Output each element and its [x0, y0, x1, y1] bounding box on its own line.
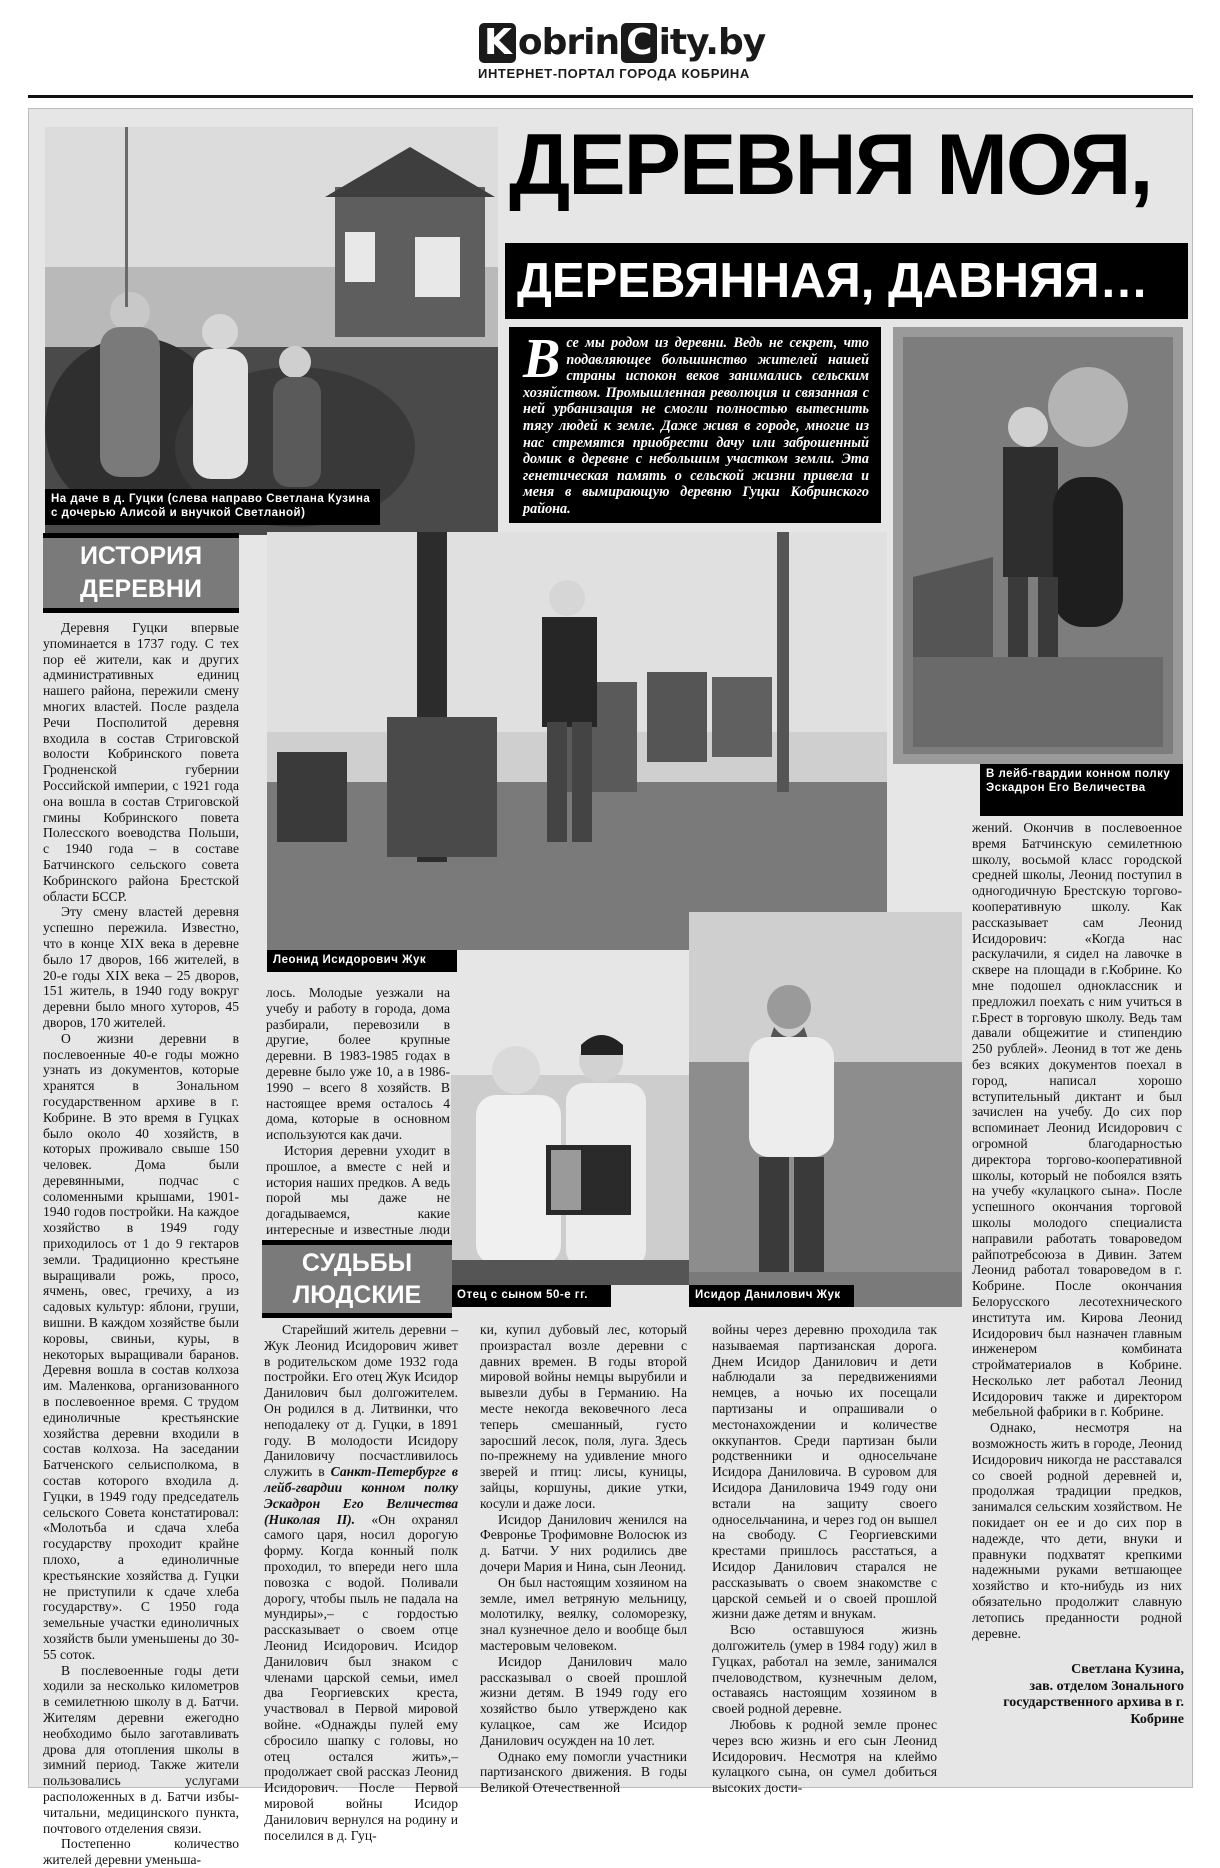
col3-paragraph-4: Исидор Данилович мало рассказывал о своей прошлой жизни детям. В 1949 году его хозяйство было утверждено как кулацкое, сам же Исидор Данилович осужден на 10 лет. [480, 1653, 687, 1748]
caption-isidor: Исидор Данилович Жук [689, 1285, 854, 1307]
article-column-5 [972, 820, 1182, 1655]
col1-paragraph-4: В послевоенные годы дети ходили за несколько километров в семилетнюю школу в д. Батчи. Жителям деревни ежегодно необходимо было заготавливать дрова для отопления школы в зимний период. Также жители пользовались услугами расположенных в д. Батчи избы-читальни, медицинского пункта, почтового отделения связи. [43, 1662, 239, 1836]
col3-paragraph-3: Он был настоящим хозяином на земле, имел ветряную мельницу, молотилку, веялку, соломорезку, знал кузнечное дело и вообще был мастеровым человеком. [480, 1574, 687, 1653]
caption-family: На даче в д. Гуцки (слева направо Светлана Кузина с дочерью Алисой и внучкой Светланой) [45, 489, 380, 525]
col3-paragraph-2: Исидор Данилович женился на Февронье Трофимовне Волосюк из д. Батчи. У них родились две дочери Мария и Нина, сын Леонид. [480, 1511, 687, 1574]
col4-paragraph-3: Любовь к родной земле пронес через всю жизнь и его сын Леонид Исидорович. Несмотря на клеймо кулацкого сына, он сумел добиться высоких дости- [712, 1716, 937, 1796]
article-column-3 [480, 1322, 687, 1796]
lead-text: се мы родом из деревни. Ведь не секрет, что подавляющее большинство жителей нашей страны испокон веков занимались сельским хозяйством. Промышленная революция и связанная с ней урбанизация не смогли полностью вытеснить тягу людей к земле. Даже живя в городе, многие из нас стремятся приобрести дачу или заброшенный домик в деревне с небольшим участком земли. Эта генетическая память о сельской жизни привела и меня в вымирающую деревню Гуцки Кобринского района. [523, 335, 869, 517]
photo-guard-image [893, 327, 1183, 764]
article-headline: ДЕРЕВНЯ МОЯ, [509, 117, 1152, 213]
lead-drop-cap: В [523, 328, 561, 390]
site-tagline: ИНТЕРНЕТ-ПОРТАЛ ГОРОДА КОБРИНА [478, 66, 750, 81]
photo-father-son-image [451, 975, 689, 1285]
col3-paragraph-1: ки, купил дубовый лес, который произрастал возле деревни с давних времен. В годы второй мировой войны немцы вырубили и вывезли дубы в Германию. На месте некогда вековечного леса теперь смешанный, густо заросший лесок, поля, луга. Здесь по-прежнему на удивление много зверей и птиц: лисы, куницы, зайцы, коршуны, дикие утки, косули и даже лоси. [480, 1322, 687, 1511]
section-heading-fates-line2: ЛЮДСКИЕ [292, 1281, 422, 1309]
photo-guard-soldier [893, 327, 1183, 764]
section-heading-fates [262, 1240, 452, 1318]
author-signature [966, 1662, 1184, 1728]
caption-leonid: Леонид Исидорович Жук [267, 950, 457, 972]
col5-paragraph-2: Однако, несмотря на возможность жить в городе, Леонид Исидорович никогда не расставался со своей родной деревней и, продолжая традиции предков, занимался сельским хозяйством. Не покидает он ее и до сих пор в надежде, что дети, внуки и правнуки подхватят крепкими надежными руками ветшающее хозяйство и кто-нибудь из них обязательно продолжит славную летопись преданности родной деревне. [972, 1420, 1182, 1641]
col2-paragraph-2: История деревни уходит в прошлое, а вместе с ней и история наших предков. А ведь порой мы даже не догадываемся, какие интересные и известные люди [266, 1142, 450, 1237]
caption-guard: В лейб-гвардии конном полку Эскадрон Его Величества [980, 764, 1183, 816]
col1-paragraph-3: О жизни деревни в послевоенные 40-е годы можно узнать из документов, которые хранятся в Зональном государственном архиве в г. Кобрине. В это время в Гуцках было около 40 хозяйств, в которых проживало свыше 150 человек. Дома были деревянными, подчас с соломенными крышами, 1901-1940 годов постройки. На каждое хозяйство в 1949 году приходилось от 1 до 9 гектаров земли. Традиционно крестьяне выращивали рожь, просо, ячмень, овес, гречиху, а из садовых культур: яблони, груши, вишни. В каждом хозяйстве были коровы, свиньи, куры, в некоторых выращивали баранов. Деревня вошла в состав колхоза им. Маленкова, организованного в послевоенное время. С трудом единоличные крестьянские хозяйства деревни входили в состав колхоза. На заседании Батченского сельисполкома, в состав которого входила д. Гуцки, в 1949 году председатель сельского Совета констатировал: «Молотьба и сдача хлеба государству проходит крайне плохо, а единоличные крестьянские хозяйства д. Гуцки не приступили к сдаче хлеба государству». С 1950 года земельные участки единоличных хозяйств были уменьшены до 30-55 соток. [43, 1030, 239, 1662]
photo-family-image [45, 127, 498, 535]
logo-text-obrin: obrin [517, 22, 620, 63]
logo-letter-k: K [479, 23, 516, 63]
article-column-4 [712, 1322, 937, 1796]
site-header [0, 0, 1220, 100]
section-heading-history-line2: ДЕРЕВНИ [80, 575, 202, 603]
section-heading-history [43, 533, 239, 613]
section-heading-fates-line1: СУДЬБЫ [301, 1249, 413, 1277]
col5-paragraph-1: жений. Окончив в послевоенное время Батчинскую семилетнюю школу, восьмой класс городской средней школы, Леонид поступил в одногодичную Брестскую торгово-кооперативную школу. Как рассказывает сам Леонид Исидорович: «Когда нас раскулачили, я сидел на лавочке в сквере на площади в г.Кобрине. Ко мне подошел одноклассник и предложил поехать с ним учиться в г.Брест в торговую школу. Ведь там давали общежитие и стипендию 250 рублей». Леонид в тот же день без всяких документов поехал в город, написал хорошо вступительный диктант и был зачислен на учебу. До сих пор вспоминает Леонид Исидорович с огромной благодарностью директора торгово-кооперативной школы, который не побоялся взять на учебу «кулацкого сына». После успешного окончания торговой школы молодого специалиста направили работать товароведом райпотребсоюза в Дивин. Затем Леонид работал товароведом в г. Кобрине. После окончания Белорусского лесотехнического института им. Кирова Леонид Исидорович был назначен главным инженером комбината стройматериалов в Кобрине. Несколько лет работал Леонид Исидорович также и директором мебельной фабрики в г. Кобрине. [972, 820, 1182, 1420]
article-lead [509, 327, 881, 523]
photo-family-dacha [45, 127, 498, 535]
col1-paragraph-1: Деревня Гуцки впервые упоминается в 1737 году. С тех пор её жители, как и других административных единиц нашего района, пережили смену многих властей. После раздела Речи Посполитой деревня входила в состав Стриговской волости Кобринского повета Гродненской губернии Российской империи, с 1921 года она вошла в состав Стриговской гмины Кобринского повета Полесского воеводства Польши, с 1940 года – в составе Батчинского сельского совета Кобринского района Брестской области БССР. [43, 620, 239, 904]
photo-father-son [451, 975, 689, 1285]
col2-bottom-emphasis: Санкт-Петербурге в лейб-гвардии конном полку Эскадрон Его Величества (Николая II). [264, 1464, 458, 1527]
caption-father-son: Отец с сыном 50-е гг. [451, 1285, 611, 1307]
photo-leonid-image [267, 532, 887, 950]
photo-isidor [689, 912, 962, 1307]
author-role: зав. отделом Зонального государственного архива в г. Кобрине [1003, 1678, 1184, 1727]
article-column-2-top [266, 985, 450, 1237]
col2-bottom-text-a: Старейший житель деревни – Жук Леонид Исидорович живет в родительском доме 1932 года постройки. Его отец Жук Исидор Данилович был долгожителем. Он родился в д. Литвинки, что неподалеку от д. Гуцки, в 1891 году. В молодости Исидору Даниловичу посчастливилось служить в [264, 1322, 458, 1480]
article-subheadline: ДЕРЕВЯННАЯ, ДАВНЯЯ… [505, 243, 1188, 319]
photo-isidor-image [689, 912, 962, 1307]
section-heading-history-line1: ИСТОРИЯ [79, 542, 203, 570]
article-column-1 [43, 620, 239, 1868]
col4-paragraph-2: Всю оставшуюся жизнь долгожитель (умер в 1984 году) жил в Гуцках, работал на земле, занимался пчеловодством, кузнечным делом, оставаясь настоящим хозяином в своей родной деревне. [712, 1622, 937, 1717]
col2-bottom-paragraph [264, 1322, 458, 1843]
col3-paragraph-5: Однако ему помогли участники партизанского движения. В годы Великой Отечественной [480, 1748, 687, 1796]
site-logo[interactable] [477, 22, 765, 63]
author-name: Светлана Кузина, [1071, 1662, 1184, 1677]
logo-text-ity: ity.by [658, 22, 766, 63]
article-column-2-bottom [264, 1322, 458, 1843]
col1-paragraph-2: Эту смену властей деревня успешно пережила. Известно, что в конце XIX века в деревне было 17 дворов, 166 жителей, в 20-е годы XIX века – 25 дворов, 151 житель, в 1940 году вокруг деревни было много хуторов, 45 дворов, 170 жителей. [43, 904, 239, 1030]
col2-bottom-text-b: «Он охранял самого царя, носил дорогую форму. Когда конный полк проходил, то впереди него шла повозка с водой. Поливали дорогу, чтобы пыль не падала на мундиры»,– с гордостью рассказывает о своем отце Леонид Исидорович. Исидор Данилович был знаком с членами царской семьи, имел два Георгиевских креста, участвовал в Первой мировой войне. «Однажды пулей ему сбросило шапку с головы, но отец остался жить»,– продолжает свой рассказ Леонид Исидорович. После Первой мировой войны Исидор Данилович вернулся на родину и поселился в д. Гуц- [264, 1511, 458, 1843]
logo-letter-c: C [621, 23, 656, 63]
header-divider [28, 95, 1193, 98]
col1-paragraph-5: Постепенно количество жителей деревни уменьша- [43, 1836, 239, 1868]
col2-paragraph-1: лось. Молодые уезжали на учебу и работу в города, дома разбирали, перевозили в другие, более крупные деревни. В 1983-1985 годах в деревне было уже 10, а в 1986-1990 – всего 8 хозяйств. В настоящее время осталось 4 дома, которые в основном используются как дачи. [266, 985, 450, 1143]
col4-paragraph-1: войны через деревню проходила так называемая партизанская дорога. Днем Исидор Данилович и дети наблюдали за передвижениями немцев, а ночью их посещали партизаны и опрашивали о местонахождении и количестве оккупантов. Среди партизан были родственники и односельчане Исидора Даниловича. В суровом для Исидора Даниловича 1949 году они встали на защиту своего односельчанина, и через год он вышел на свободу. С Георгиевскими крестами пришлось расстаться, а Исидор Данилович старался не рассказывать о своем знакомстве с царской семьей и о своей прошлой жизни даже детям и внукам. [712, 1322, 937, 1622]
photo-leonid-beehives [267, 532, 887, 950]
